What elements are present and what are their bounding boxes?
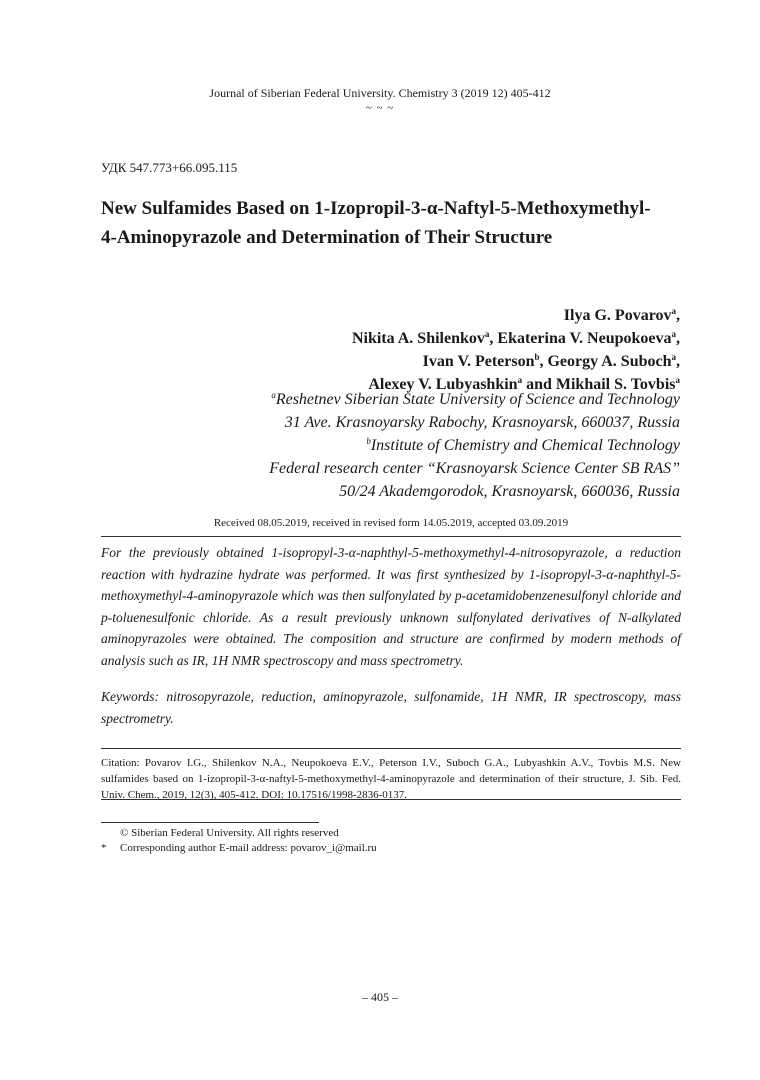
page-number: – 405 – <box>362 990 398 1004</box>
affiliation-a-name: $^a$Reshetnev Siberian State University of Science and Technology <box>271 390 680 408</box>
affiliation-mark: a <box>484 329 490 339</box>
author-name: Ivan V. Peterson <box>422 353 535 370</box>
author-name: Mikhail S. Tovbis <box>555 376 676 393</box>
header-ornament: ~ ~ ~ <box>365 102 395 114</box>
author-name: Ekaterina V. Neupokoeva <box>497 330 672 347</box>
author-name: Nikita A. Shilenkov <box>351 330 485 347</box>
author-name: Georgy A. Suboch <box>547 353 672 370</box>
citation: Citation: Povarov I.G., Shilenkov N.A., Neupokoeva E.V., Peterson I.V., Suboch G.A., Lubyashkin A.V., Tovbis M.S. New sulfamides based on 1-izopropil-3-α-naftyl-5-methoxymethyl-4-aminopyrazole and determination of their structure, J. Sib. Fed. Univ. Chem., 2019, 12(3), 405-412. DOI: 10.17516/1998-2836-0137. <box>101 757 681 801</box>
journal-header: Journal of Siberian Federal University. Chemistry 3 (2019 12) 405-412 <box>209 86 551 100</box>
divider <box>101 799 681 800</box>
author-line-3 <box>80 350 680 373</box>
author-name: Alexey V. Lubyashkin <box>368 376 518 393</box>
article-title: New Sulfamides Based on 1-Izopropil-3-α-Naftyl-5-Methoxymethyl-4-Aminopyrazole and Determination of Their Structure <box>101 198 651 248</box>
affiliations <box>80 388 680 503</box>
udk-code: УДК 547.773+66.095.115 <box>101 160 238 175</box>
copyright-note: © Siberian Federal University. All rights reserved <box>120 827 339 839</box>
author-line-1 <box>80 304 680 327</box>
separator: , <box>676 353 680 370</box>
footnote-mark: * <box>101 842 107 854</box>
affiliation-mark: a <box>517 375 523 385</box>
abstract: For the previously obtained 1-isopropyl-3-α-naphthyl-5-methoxymethyl-4-nitrosopyrazole, a reduction reaction with hydrazine hydrate was performed. It was first synthesized by 1-isopropyl-3-α-naphthyl-5-methoxymethyl-4-aminopyrazole which was then sulfonylated by p-acetamidobenzenesulfonyl chloride and p-toluenesulfonic chloride. As a result previously unknown sulfonylated derivatives of N-alkylated aminopyrazoles were obtained. The composition and structure are confirmed by modern methods of analysis such as IR, 1H NMR spectroscopy and mass spectrometry. <box>101 545 681 668</box>
separator: , <box>676 307 680 324</box>
affiliation-a-address: 31 Ave. Krasnoyarsky Rabochy, Krasnoyarsk, 660037, Russia <box>284 414 680 431</box>
separator: , <box>489 330 498 347</box>
affiliation-mark: a <box>271 390 276 400</box>
affiliation-mark: b <box>366 436 371 446</box>
separator: , <box>539 353 548 370</box>
author-line-2 <box>80 327 680 350</box>
separator: , <box>676 330 680 347</box>
affiliation-b-address: 50/24 Akademgorodok, Krasnoyarsk, 660036, Russia <box>339 483 680 500</box>
affiliation-mark: b <box>534 352 540 362</box>
affiliation-mark: a <box>671 329 676 339</box>
corresponding-author-note: * Corresponding author E-mail address: povarov_i@mail.ru <box>101 842 377 854</box>
affiliation-b-center: Federal research center “Krasnoyarsk Science Center SB RAS” <box>269 460 680 477</box>
divider <box>101 536 681 537</box>
author-list <box>80 304 680 396</box>
footnote-divider <box>101 822 319 823</box>
affiliation-mark: a <box>671 306 676 316</box>
keywords: Keywords: nitrosopyrazole, reduction, aminopyrazole, sulfonamide, 1H NMR, IR spectroscopy, mass spectrometry. <box>101 689 681 726</box>
affiliation-mark: a <box>675 375 680 385</box>
divider <box>101 748 681 749</box>
affiliation-b-name: $^b$Institute of Chemistry and Chemical Technology <box>366 436 680 454</box>
separator: and <box>522 376 556 393</box>
received-dates: Received 08.05.2019, received in revised form 14.05.2019, accepted 03.09.2019 <box>213 517 569 529</box>
affiliation-mark: a <box>671 352 676 362</box>
author-name: Ilya G. Povarov <box>563 307 672 324</box>
